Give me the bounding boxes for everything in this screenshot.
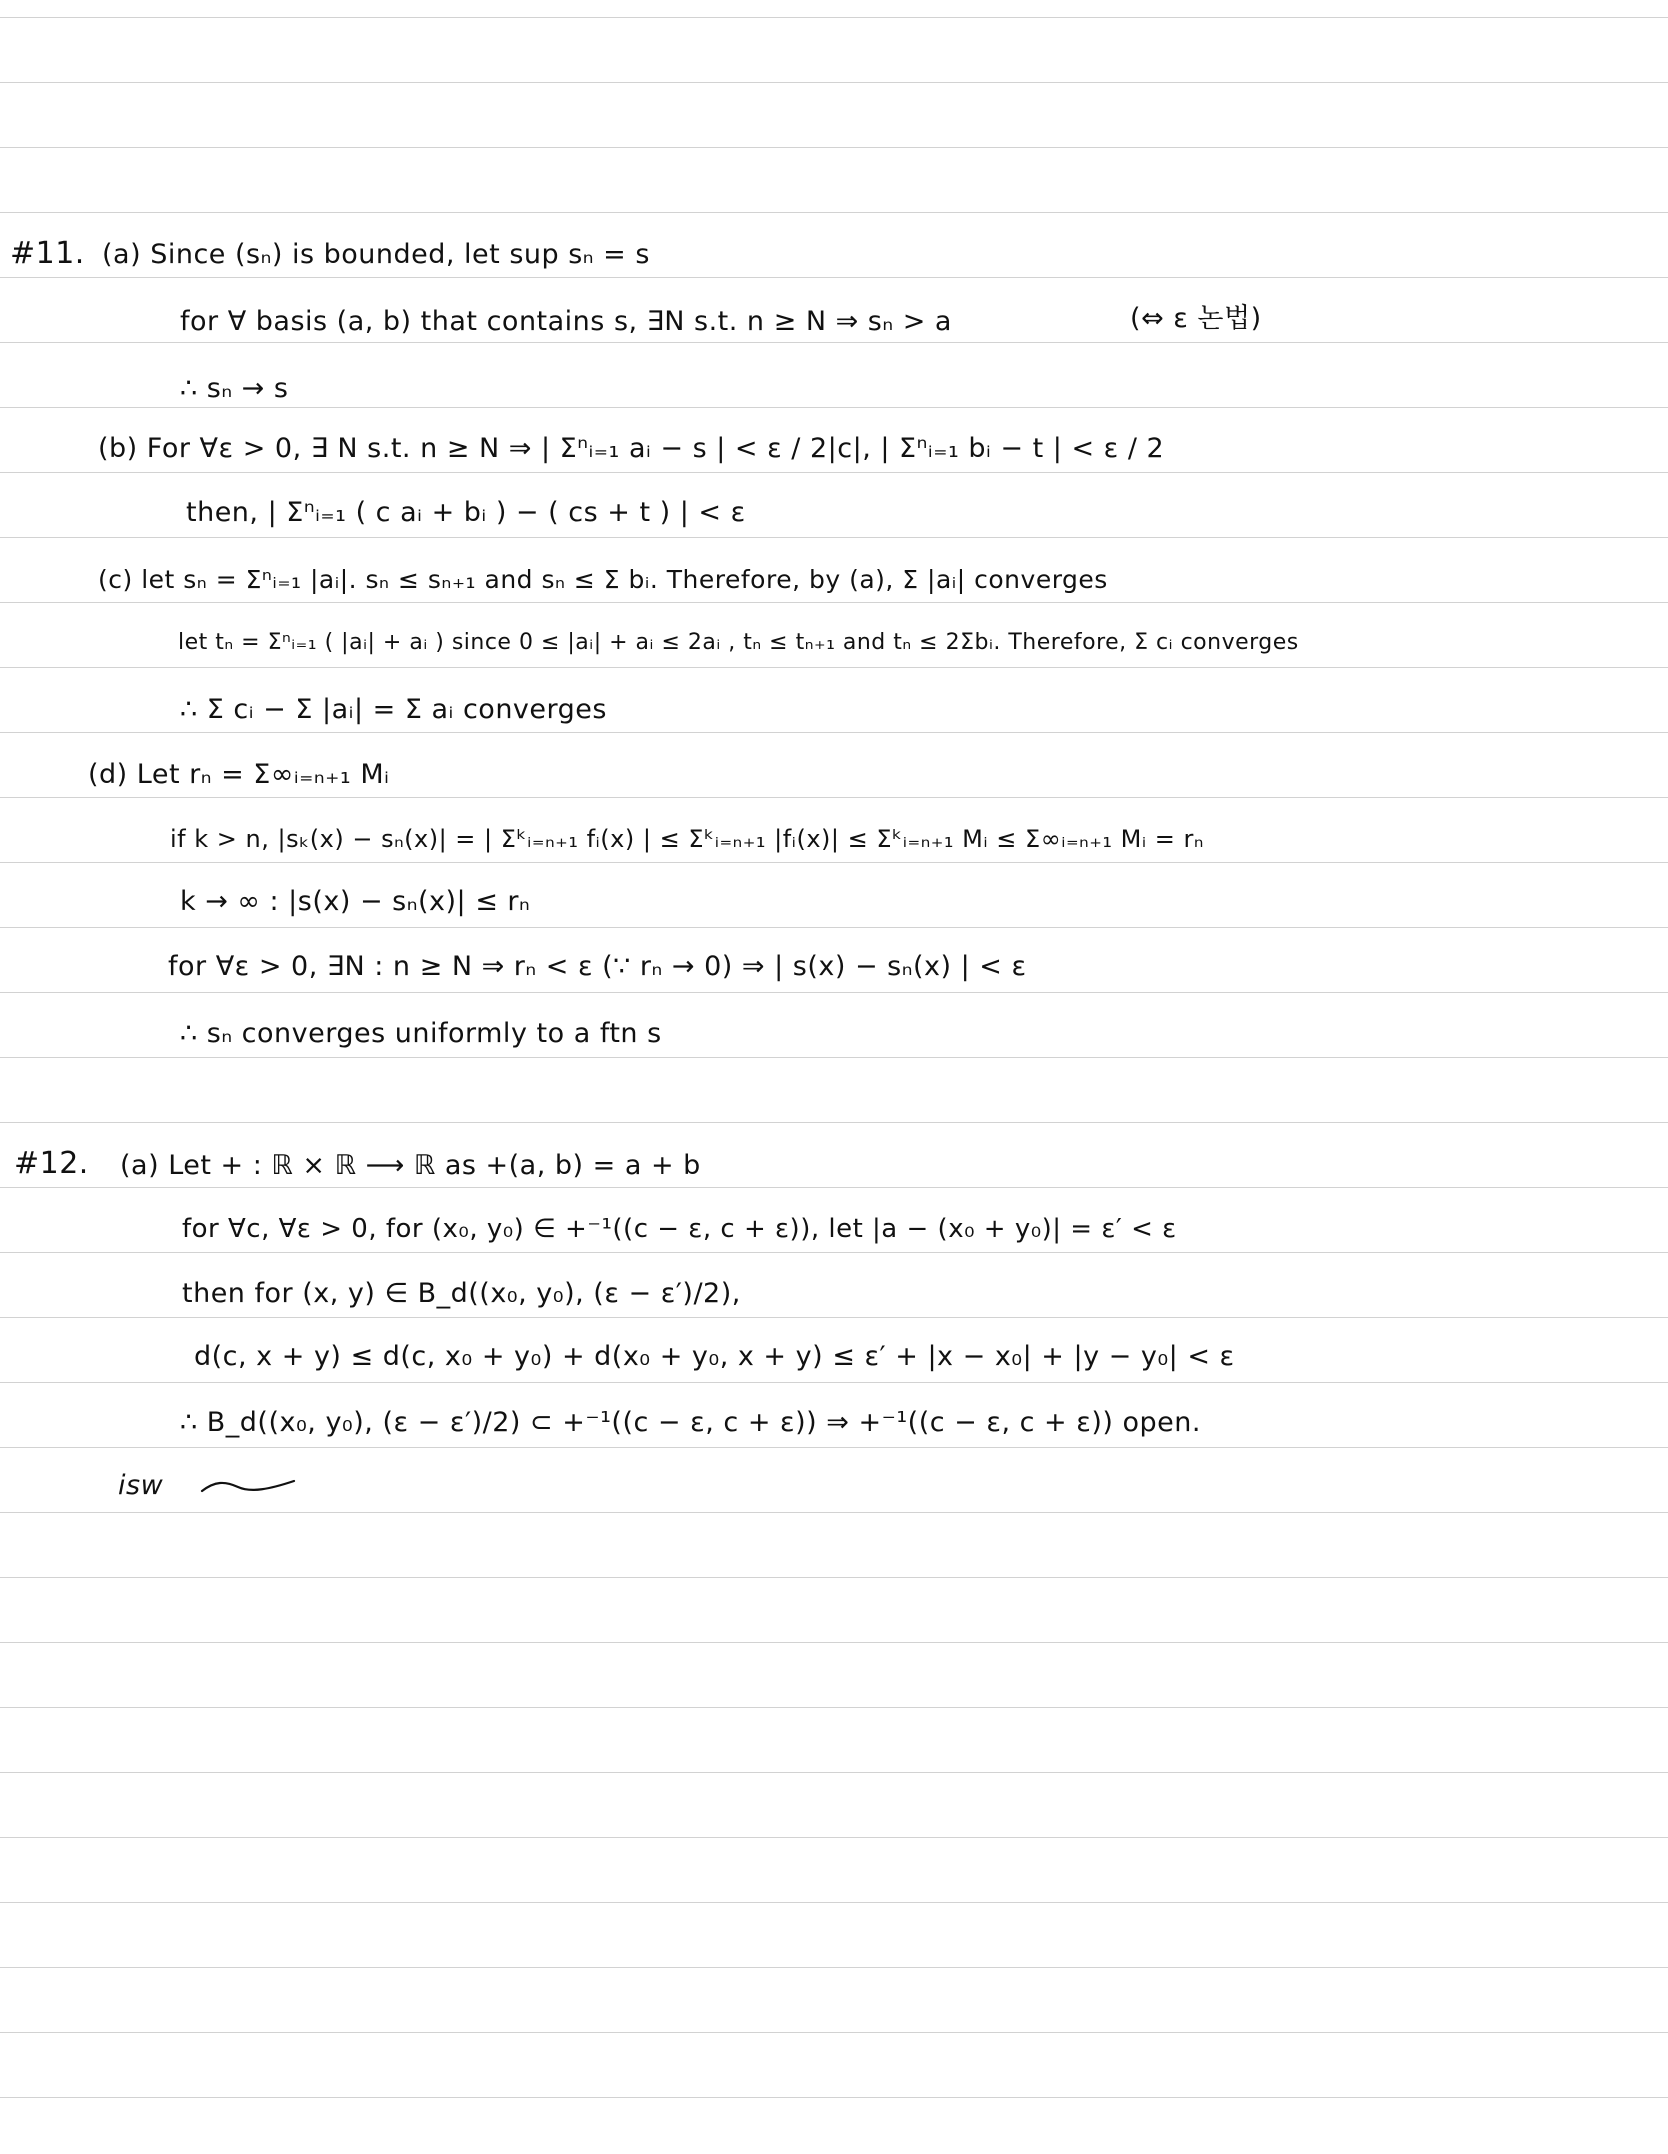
isw-text: isw — [118, 1470, 164, 1501]
problem-12a-line-4: d(c, x + y) ≤ d(c, x₀ + y₀) + d(x₀ + y₀, x + y) ≤ ε′ + |x − x₀| + |y − y₀| < ε — [194, 1341, 1235, 1372]
squiggle-mark — [200, 1471, 300, 1501]
problem-11c-line-2: let tₙ = Σⁿᵢ₌₁ ( |aᵢ| + aᵢ ) since 0 ≤ |aᵢ| + aᵢ ≤ 2aᵢ , tₙ ≤ tₙ₊₁ and tₙ ≤ 2Σbᵢ. Therefore, Σ cᵢ converges — [178, 630, 1299, 655]
problem-11d-line-5: ∴ sₙ converges uniformly to a ftn s — [180, 1018, 662, 1049]
problem-11d-line-2: if k > n, |sₖ(x) − sₙ(x)| = | Σᵏᵢ₌ₙ₊₁ fᵢ(x) | ≤ Σᵏᵢ₌ₙ₊₁ |fᵢ(x)| ≤ Σᵏᵢ₌ₙ₊₁ Mᵢ ≤ Σ∞ᵢ₌ₙ₊₁ Mᵢ = rₙ — [170, 825, 1204, 853]
problem-11d-line-4: for ∀ε > 0, ∃N : n ≥ N ⇒ rₙ < ε (∵ rₙ → 0) ⇒ | s(x) − sₙ(x) | < ε — [168, 951, 1027, 982]
problem-12-label: #12. — [14, 1146, 89, 1181]
problem-11b-line-2: then, | Σⁿᵢ₌₁ ( c aᵢ + bᵢ ) − ( cs + t ) | < ε — [186, 497, 746, 528]
problem-11a-line-2: for ∀ basis (a, b) that contains s, ∃N s.t. n ≥ N ⇒ sₙ > a — [180, 306, 952, 337]
problem-11b-line-1: (b) For ∀ε > 0, ∃ N s.t. n ≥ N ⇒ | Σⁿᵢ₌₁ aᵢ − s | < ε / 2|c|, | Σⁿᵢ₌₁ bᵢ − t | < ε / 2 — [98, 433, 1165, 464]
problem-12a-line-1: (a) Let + : ℝ × ℝ ⟶ ℝ as +(a, b) = a + b — [120, 1150, 701, 1181]
problem-11d-line-3: k → ∞ : |s(x) − sₙ(x)| ≤ rₙ — [180, 886, 531, 917]
problem-11a-line-3: ∴ sₙ → s — [180, 373, 289, 404]
problem-12a-line-3: then for (x, y) ∈ B_d((x₀, y₀), (ε − ε′)/2), — [182, 1278, 741, 1309]
problem-11c-line-3: ∴ Σ cᵢ − Σ |aᵢ| = Σ aᵢ converges — [180, 694, 607, 725]
problem-11a-note: (⇔ ε 논법) — [1130, 303, 1262, 334]
problem-11c-line-1: (c) let sₙ = Σⁿᵢ₌₁ |aᵢ|. sₙ ≤ sₙ₊₁ and sₙ ≤ Σ bᵢ. Therefore, by (a), Σ |aᵢ| converges — [98, 565, 1108, 594]
problem-11a-line-1: (a) Since (sₙ) is bounded, let sup sₙ = s — [102, 239, 650, 270]
problem-11d-line-1: (d) Let rₙ = Σ∞ᵢ₌ₙ₊₁ Mᵢ — [88, 759, 390, 790]
problem-12a-line-2: for ∀c, ∀ε > 0, for (x₀, y₀) ∈ +⁻¹((c − ε, c + ε)), let |a − (x₀ + y₀)| = ε′ < ε — [182, 1214, 1177, 1244]
problem-12a-line-5: ∴ B_d((x₀, y₀), (ε − ε′)/2) ⊂ +⁻¹((c − ε, c + ε)) ⇒ +⁻¹((c − ε, c + ε)) open. — [180, 1407, 1201, 1438]
problem-11-label: #11. — [10, 236, 85, 271]
